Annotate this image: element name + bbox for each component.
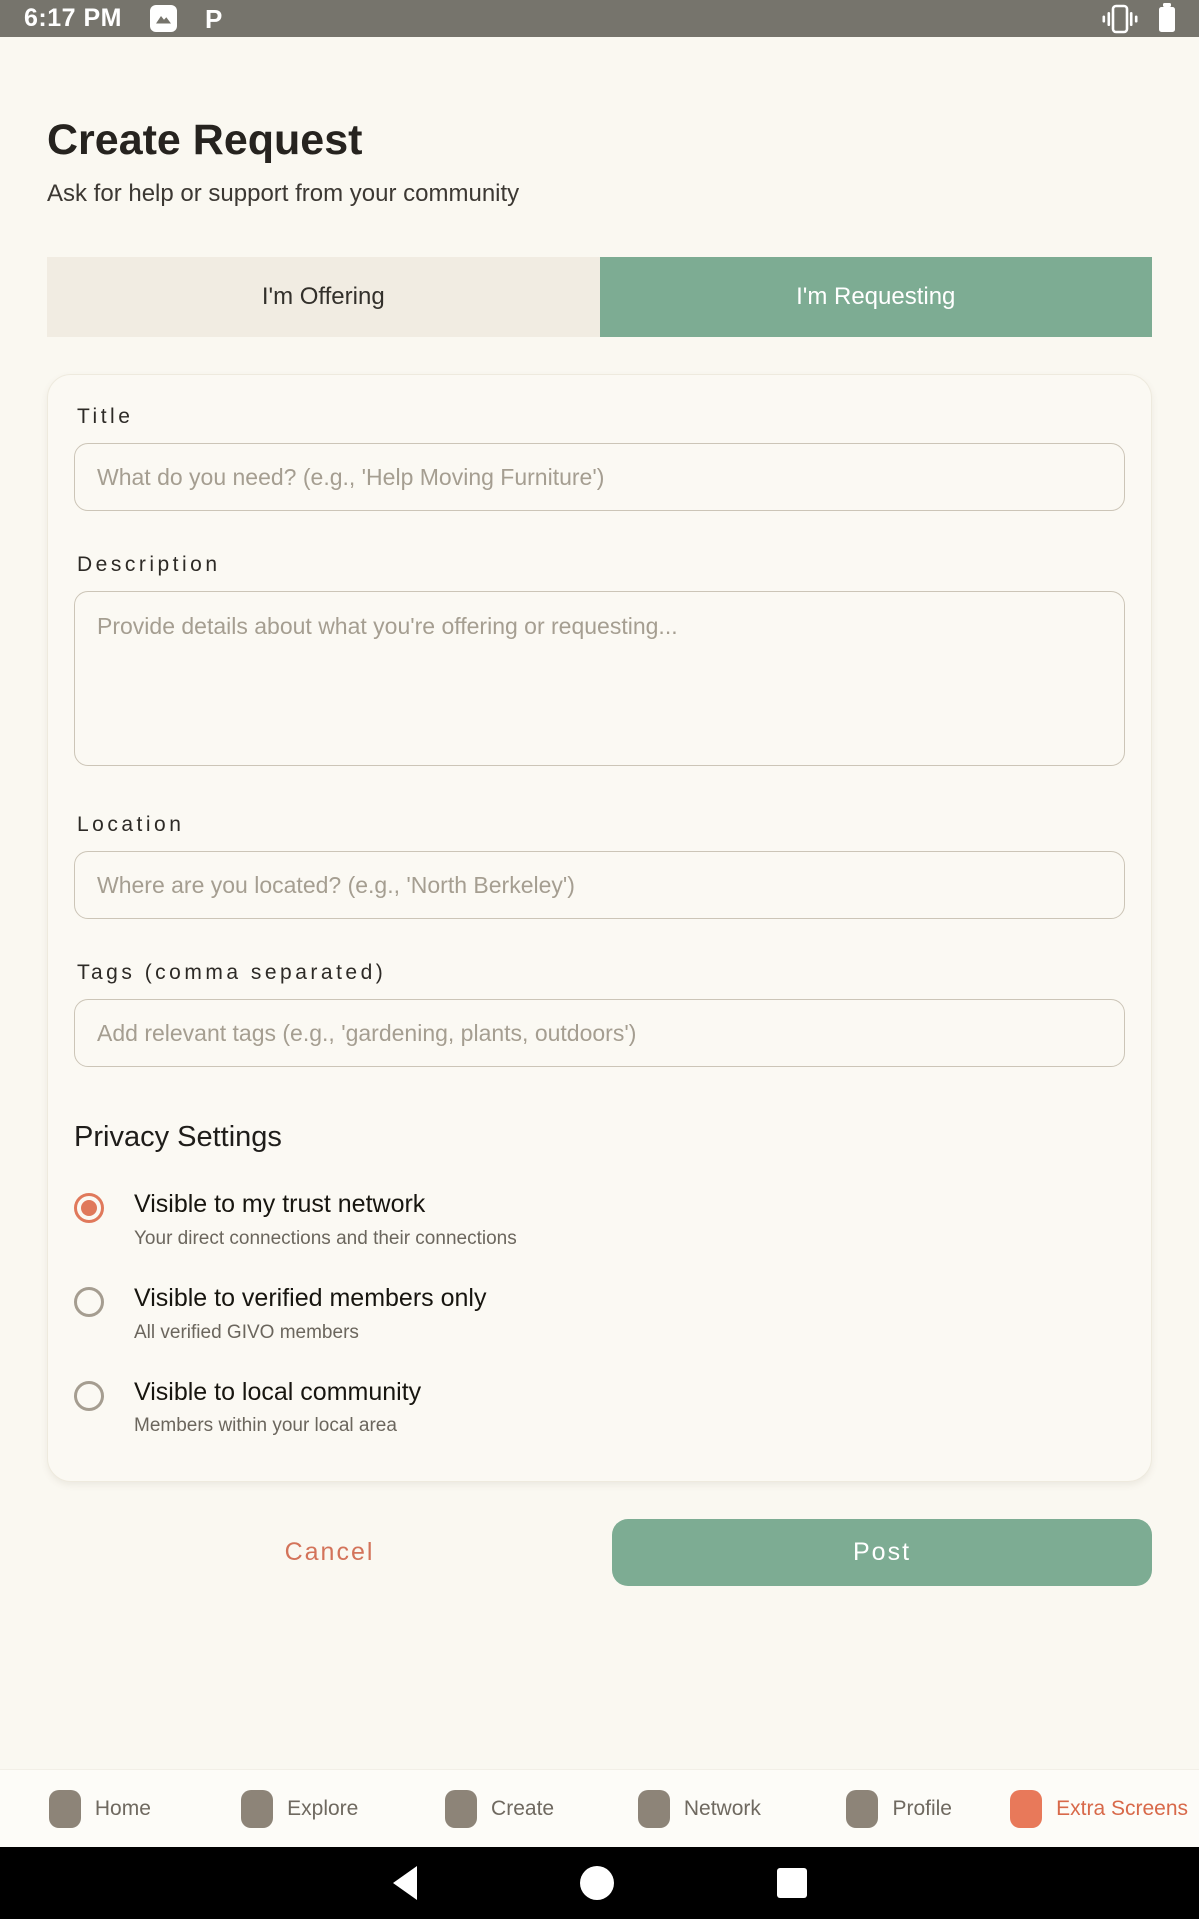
page-title: Create Request xyxy=(47,116,363,164)
nav-item-network[interactable] xyxy=(599,1790,799,1828)
create-request-screen xyxy=(0,117,1199,1586)
radio-unselected-icon[interactable] xyxy=(74,1287,104,1317)
tab-im-offering[interactable]: I'm Offering xyxy=(47,257,600,337)
privacy-option-label: Visible to local community xyxy=(134,1377,422,1406)
privacy-option-description: All verified GIVO members xyxy=(134,1321,359,1343)
tags-label: Tags (comma separated) xyxy=(77,961,387,985)
status-bar xyxy=(0,0,1199,37)
nav-item-explore[interactable] xyxy=(200,1790,400,1828)
battery-icon xyxy=(1159,7,1175,32)
back-icon[interactable] xyxy=(393,1866,417,1900)
network-icon xyxy=(638,1790,670,1828)
privacy-option-description: Members within your local area xyxy=(134,1415,397,1437)
radio-selected-icon[interactable] xyxy=(74,1193,104,1223)
image-notification-icon xyxy=(150,5,177,32)
title-label: Title xyxy=(77,405,134,429)
privacy-option-description: Your direct connections and their connections xyxy=(134,1227,517,1249)
privacy-option-label: Visible to verified members only xyxy=(134,1283,487,1312)
nav-item-create[interactable] xyxy=(400,1790,600,1828)
profile-icon xyxy=(846,1790,878,1828)
cancel-button[interactable]: Cancel xyxy=(47,1537,612,1568)
offer-request-toggle xyxy=(47,257,1152,337)
home-circle-icon[interactable] xyxy=(580,1866,614,1900)
nav-label: Home xyxy=(94,1796,151,1820)
form-actions xyxy=(47,1519,1152,1586)
nav-label: Network xyxy=(683,1796,761,1820)
tab-im-requesting[interactable]: I'm Requesting xyxy=(600,257,1153,337)
nav-label: Profile xyxy=(892,1796,952,1820)
nav-item-extra-screens[interactable] xyxy=(999,1790,1199,1828)
nav-item-profile[interactable] xyxy=(799,1790,999,1828)
description-input[interactable] xyxy=(74,591,1125,766)
recents-square-icon[interactable] xyxy=(777,1868,807,1898)
nav-item-home[interactable] xyxy=(0,1790,200,1828)
vibrate-icon xyxy=(1101,4,1139,34)
location-label: Location xyxy=(77,813,185,837)
request-form-card xyxy=(47,374,1152,1482)
privacy-option-label: Visible to my trust network xyxy=(134,1190,426,1219)
nav-label: Explore xyxy=(287,1796,359,1820)
privacy-settings-heading: Privacy Settings xyxy=(74,1121,282,1154)
android-navigation-bar xyxy=(0,1847,1199,1919)
home-icon xyxy=(49,1790,81,1828)
radio-unselected-icon[interactable] xyxy=(74,1381,104,1411)
nav-label: Create xyxy=(491,1796,555,1820)
status-time: 6:17 PM xyxy=(24,4,122,32)
nav-label: Extra Screens xyxy=(1056,1796,1188,1820)
privacy-option-local-community[interactable] xyxy=(74,1378,1125,1438)
privacy-option-verified-members[interactable] xyxy=(74,1284,1125,1344)
create-icon xyxy=(445,1790,477,1828)
description-label: Description xyxy=(77,553,221,577)
post-button[interactable]: Post xyxy=(612,1519,1152,1586)
explore-icon xyxy=(241,1790,273,1828)
title-input[interactable] xyxy=(74,443,1125,511)
location-input[interactable] xyxy=(74,851,1125,919)
p-notification-icon: P xyxy=(204,3,223,34)
extra-screens-icon xyxy=(1010,1790,1042,1828)
privacy-option-trust-network[interactable] xyxy=(74,1190,1125,1250)
bottom-navigation xyxy=(0,1769,1199,1847)
tags-input[interactable] xyxy=(74,999,1125,1067)
page-subtitle: Ask for help or support from your community xyxy=(47,180,520,208)
